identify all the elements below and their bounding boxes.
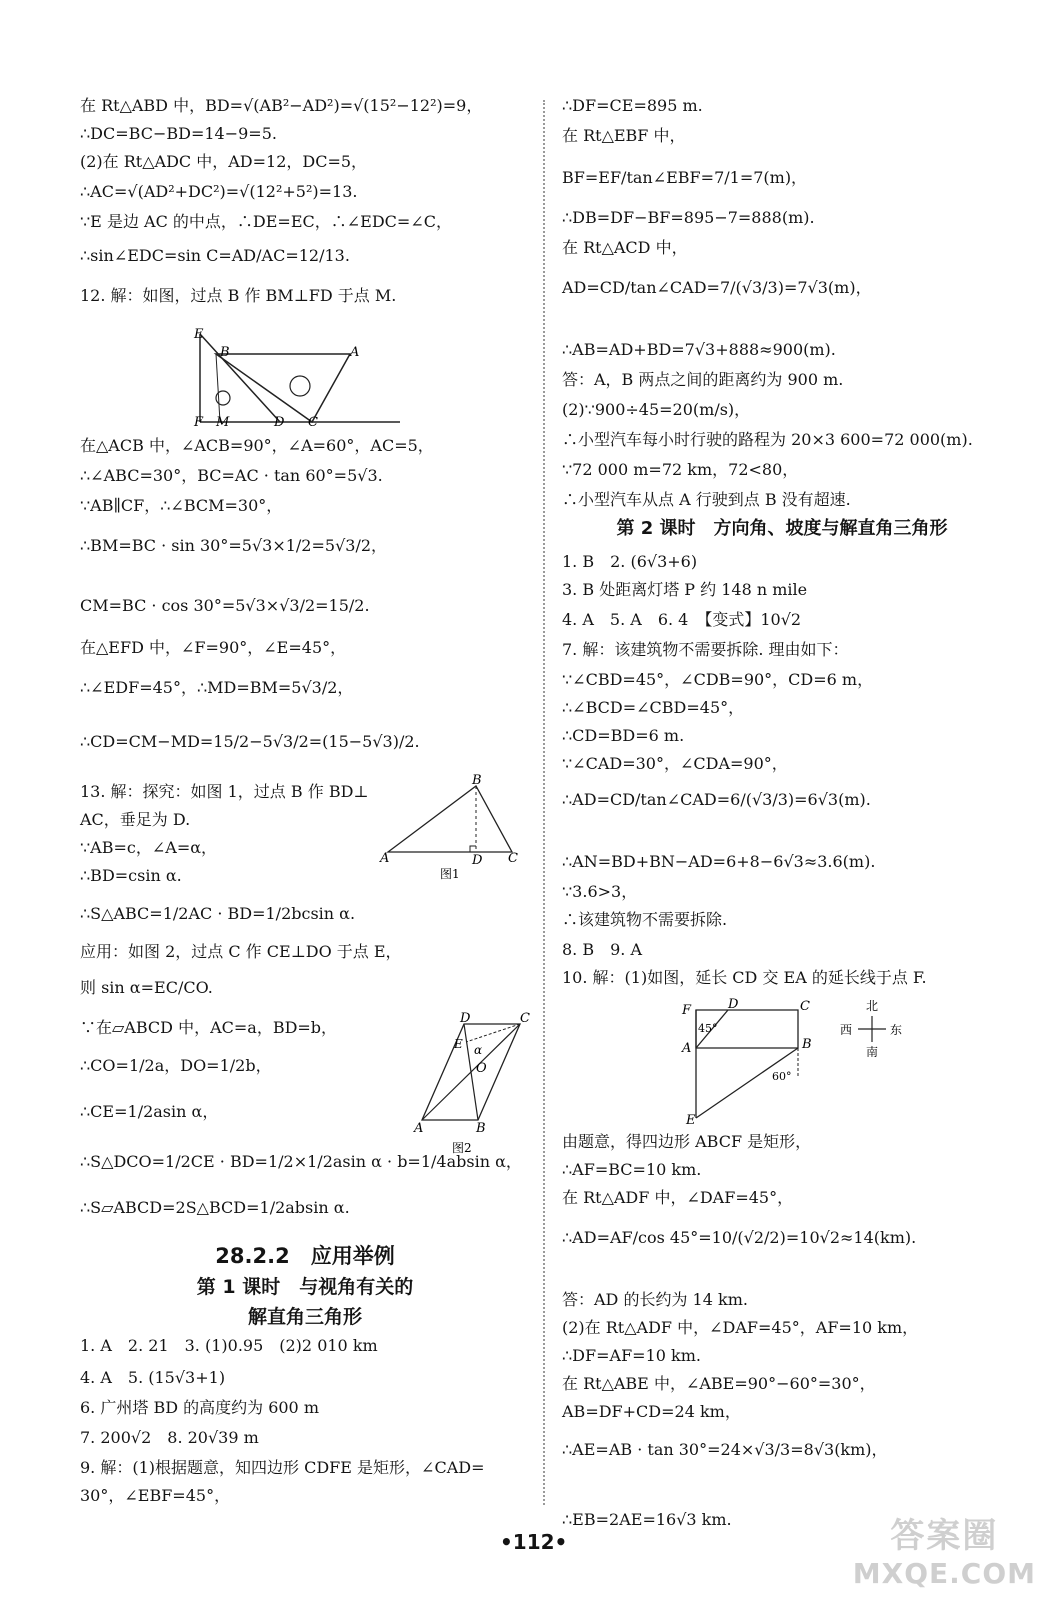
fig2-label-o: O	[476, 1061, 487, 1076]
left-top-line: ∵E 是边 AC 的中点，∴DE=EC，∴∠EDC=∠C，	[80, 212, 452, 231]
fig2-label-alpha: α	[474, 1043, 483, 1057]
fig10-label-c: C	[800, 999, 810, 1014]
fig12-label-c: C	[308, 415, 318, 426]
left-bottom-line: 6. 广州塔 BD 的高度约为 600 m	[80, 1398, 319, 1417]
fig12-label-e: E	[194, 327, 204, 342]
left-mid-line: 应用：如图 2，过点 C 作 CE⊥DO 于点 E，	[80, 942, 402, 961]
left-mid-line: ∴BD=csin α.	[80, 866, 182, 885]
fig12-label-b: B	[220, 345, 230, 360]
left-mid-line: AC，垂足为 D.	[80, 810, 191, 829]
left-mid-line: 13. 解：探究：如图 1，过点 B 作 BD⊥	[80, 782, 369, 801]
lesson-1-title-line1: 第 1 课时 与视角有关的	[196, 1276, 414, 1298]
right-bottom-line: ∴EB=2AE=16√3 km.	[562, 1510, 732, 1529]
left-top-line: ∴AC=√(AD²+DC²)=√(12²+5²)=13.	[80, 182, 358, 201]
left-mid-line: ∵在▱ABCD 中，AC=a，BD=b，	[80, 1018, 338, 1037]
section-title: 28.2.2 应用举例	[215, 1244, 395, 1268]
right-mid-line: ∵∠CBD=45°，∠CDB=90°，CD=6 m，	[562, 670, 874, 689]
left-mid-line: 在△ACB 中，∠ACB=90°，∠A=60°，AC=5，	[80, 436, 434, 455]
left-bottom-line: 1. A 2. 21 3. (1)0.95 (2)2 010 km	[80, 1336, 378, 1355]
fig2-caption: 图2	[452, 1141, 472, 1155]
right-bottom-line: 答：AD 的长约为 14 km.	[562, 1290, 748, 1309]
left-mid-line: ∵AB=c，∠A=α，	[80, 838, 218, 857]
right-top-line: 答：A，B 两点之间的距离约为 900 m.	[562, 370, 844, 389]
left-mid-line: ∴CO=1/2a，DO=1/2b，	[80, 1056, 272, 1075]
fig12-label-d: D	[274, 415, 285, 426]
right-mid-line: ∴CD=BD=6 m.	[562, 726, 685, 745]
right-bottom-line: ∴DF=AF=10 km.	[562, 1346, 701, 1365]
fig1-label-c: C	[508, 851, 518, 866]
left-mid-line: ∴S▱ABCD=2S△BCD=1/2absin α.	[80, 1198, 350, 1217]
figure-2	[406, 1012, 536, 1162]
left-mid-line: ∴∠EDF=45°，∴MD=BM=5√3/2，	[80, 678, 354, 697]
fig12-label-f: F	[194, 415, 204, 426]
right-bottom-line: (2)在 Rt△ADF 中，∠DAF=45°，AF=10 km，	[562, 1318, 919, 1337]
right-top-line: AD=CD/tan∠CAD=7/(√3/3)=7√3(m)，	[562, 278, 872, 297]
right-top-line: 在 Rt△EBF 中，	[562, 126, 686, 145]
right-top-line: BF=EF/tan∠EBF=7/1=7(m)，	[562, 168, 808, 187]
right-mid-line: 8. B 9. A	[562, 940, 643, 959]
right-mid-line: 7. 解：该建筑物不需要拆除. 理由如下：	[562, 640, 849, 659]
right-mid-line: ∴AN=BD+BN−AD=6+8−6√3≈3.6(m).	[562, 852, 876, 871]
figure-10	[672, 996, 932, 1126]
left-top-line: (2)在 Rt△ADC 中，AD=12，DC=5，	[80, 152, 368, 171]
right-mid-line: ∵∠CAD=30°，∠CDA=90°，	[562, 754, 788, 773]
left-mid-line: ∵AB∥CF，∴∠BCM=30°，	[80, 496, 283, 515]
right-bottom-line: ∴AD=AF/cos 45°=10/(√2/2)=10√2≈14(km).	[562, 1228, 917, 1247]
fig10-label-d: D	[728, 997, 739, 1012]
fig2-label-d: D	[460, 1012, 471, 1026]
fig12-label-m: M	[216, 415, 230, 426]
fig10-label-e: E	[686, 1113, 696, 1126]
right-top-line: (2)∵900÷45=20(m/s)，	[562, 400, 751, 419]
right-mid-line: 1. B 2. (6√3+6)	[562, 552, 698, 571]
right-top-line: ∴小型汽车每小时行驶的路程为 20×3 600=72 000(m).	[562, 430, 973, 449]
left-bottom-line: 7. 200√2 8. 20√39 m	[80, 1428, 259, 1447]
compass-north: 北	[866, 999, 879, 1013]
compass-east: 东	[890, 1023, 903, 1037]
right-bottom-line: ∴AE=AB · tan 30°=24×√3/3=8√3(km)，	[562, 1440, 888, 1459]
left-top-line: ∴DC=BC−BD=14−9=5.	[80, 124, 277, 143]
left-mid-line: 在△EFD 中，∠F=90°，∠E=45°，	[80, 638, 347, 657]
fig10-label-a: A	[682, 1041, 692, 1056]
fig2-label-e: E	[454, 1037, 463, 1051]
right-top-line: ∴DB=DF−BF=895−7=888(m).	[562, 208, 815, 227]
right-top-line: ∴DF=CE=895 m.	[562, 96, 703, 115]
figure-1	[376, 772, 526, 882]
left-bottom-line: 4. A 5. (15√3+1)	[80, 1368, 226, 1387]
fig10-label-f: F	[682, 1003, 692, 1018]
left-bottom-line: 9. 解：(1)根据题意，知四边形 CDFE 是矩形，∠CAD=	[80, 1458, 485, 1477]
page-number: •112•	[500, 1530, 568, 1554]
fig2-label-b: B	[476, 1121, 486, 1136]
right-top-line: 在 Rt△ACD 中，	[562, 238, 688, 257]
fig1-caption: 图1	[440, 867, 460, 881]
right-bottom-line: 在 Rt△ABE 中，∠ABE=90°−60°=30°，	[562, 1374, 876, 1393]
fig10-angle-45: 45°	[698, 1022, 718, 1035]
right-mid-line: 4. A 5. A 6. 4 【变式】10√2	[562, 610, 802, 629]
right-top-line: ∴小型汽车从点 A 行驶到点 B 没有超速.	[562, 490, 851, 509]
right-mid-line: ∴∠BCD=∠CBD=45°，	[562, 698, 745, 717]
left-mid-line: ∴BM=BC · sin 30°=5√3×1/2=5√3/2，	[80, 536, 388, 555]
compass-west: 西	[840, 1023, 853, 1037]
fig1-label-a: A	[380, 851, 390, 866]
right-bottom-line: ∴AF=BC=10 km.	[562, 1160, 702, 1179]
watermark-line2: MXQE.COM	[852, 1557, 1036, 1590]
fig12-label-a: A	[350, 345, 360, 360]
right-mid-line: ∴该建筑物不需要拆除.	[562, 910, 728, 929]
left-mid-line: CM=BC · cos 30°=5√3×√3/2=15/2.	[80, 596, 370, 615]
left-mid-line: 则 sin α=EC/CO.	[80, 978, 213, 997]
fig10-label-b: B	[802, 1037, 812, 1052]
fig10-angle-60: 60°	[772, 1070, 792, 1083]
lesson-1-title-line2: 解直角三角形	[247, 1306, 362, 1328]
fig2-label-a: A	[414, 1121, 424, 1136]
left-mid-line: ∴CD=CM−MD=15/2−5√3/2=(15−5√3)/2.	[80, 732, 420, 751]
right-mid-line: 10. 解：(1)如图，延长 CD 交 EA 的延长线于点 F.	[562, 968, 927, 987]
left-mid-line: ∴S△ABC=1/2AC · BD=1/2bcsin α.	[80, 904, 356, 923]
left-mid-line: ∴CE=1/2asin α，	[80, 1102, 219, 1121]
left-bottom-line: 30°，∠EBF=45°，	[80, 1486, 231, 1505]
right-top-line: ∴AB=AD+BD=7√3+888≈900(m).	[562, 340, 836, 359]
watermark-line1: 答案圈	[890, 1516, 999, 1556]
right-mid-line: ∴AD=CD/tan∠CAD=6/(√3/3)=6√3(m).	[562, 790, 871, 809]
left-mid-line: ∴S△DCO=1/2CE · BD=1/2×1/2asin α · b=1/4absin α，	[80, 1152, 522, 1171]
watermark	[853, 1508, 1036, 1590]
right-mid-line: 3. B 处距离灯塔 P 约 148 n mile	[562, 580, 808, 599]
right-bottom-line: 在 Rt△ADF 中，∠DAF=45°，	[562, 1188, 794, 1207]
right-bottom-line: 由题意，得四边形 ABCF 是矩形，	[562, 1132, 812, 1151]
figure-12	[190, 326, 490, 426]
fig2-label-c: C	[520, 1012, 530, 1026]
fig1-label-b: B	[472, 773, 482, 788]
right-top-line: ∵72 000 m=72 km，72<80，	[562, 460, 799, 479]
compass-south: 南	[866, 1045, 879, 1059]
left-mid-line: ∴∠ABC=30°，BC=AC · tan 60°=5√3.	[80, 466, 383, 485]
column-divider	[543, 100, 545, 1505]
left-top-line: 12. 解：如图，过点 B 作 BM⊥FD 于点 M.	[80, 286, 397, 305]
right-bottom-line: AB=DF+CD=24 km，	[562, 1402, 741, 1421]
lesson-2-title: 第 2 课时 方向角、坡度与解直角三角形	[616, 518, 948, 539]
fig1-label-d: D	[472, 853, 483, 868]
left-top-line: 在 Rt△ABD 中，BD=√(AB²−AD²)=√(15²−12²)=9，	[80, 96, 483, 115]
right-mid-line: ∵3.6>3，	[562, 882, 638, 901]
left-top-line: ∴sin∠EDC=sin C=AD/AC=12/13.	[80, 246, 350, 265]
